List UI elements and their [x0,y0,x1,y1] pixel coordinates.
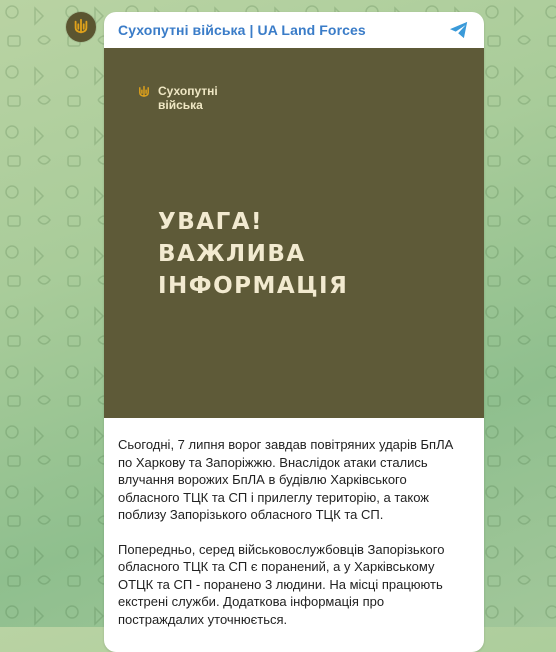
attached-image-banner[interactable] [104,48,484,418]
headline-line-1: УВАГА! [158,209,264,235]
trident-icon [138,85,150,99]
banner-headline [158,206,348,302]
channel-name-link[interactable]: Сухопутні війська | UA Land Forces [118,22,366,38]
message-header [104,12,484,48]
channel-avatar[interactable] [66,12,96,42]
headline-line-2: ВАЖЛИВА [158,241,306,267]
headline-line-3: ІНФОРМАЦІЯ [158,273,349,299]
message-body [104,418,484,628]
message-card [104,12,484,652]
trident-emblem-icon [72,18,90,36]
share-button[interactable] [448,19,470,41]
message-paragraph-2: Попередньо, серед військовослужбовців Запорізького обласного ТЦК та СП є поранений, а у Харківському ОТЦК та СП - поранено 3 людини. На місці працюють екстрені служби. Додаткова інформація про постраждалих уточнюється. [118,541,445,627]
brand-line-2: війська [158,98,203,112]
brand-logo [138,84,218,112]
telegram-share-icon [449,21,469,39]
message-paragraph-1: Сьогодні, 7 липня ворог завдав повітряних ударів БпЛА по Харкову та Запоріжжю. Внаслідок атаки стались влучання ворожих БпЛА в будівлю Харківського обласного ТЦК та СП і прилеглу територію, а також поблизу Запорізького обласного ТЦК та СП. [118,437,454,522]
brand-line-1: Сухопутні [158,84,218,98]
